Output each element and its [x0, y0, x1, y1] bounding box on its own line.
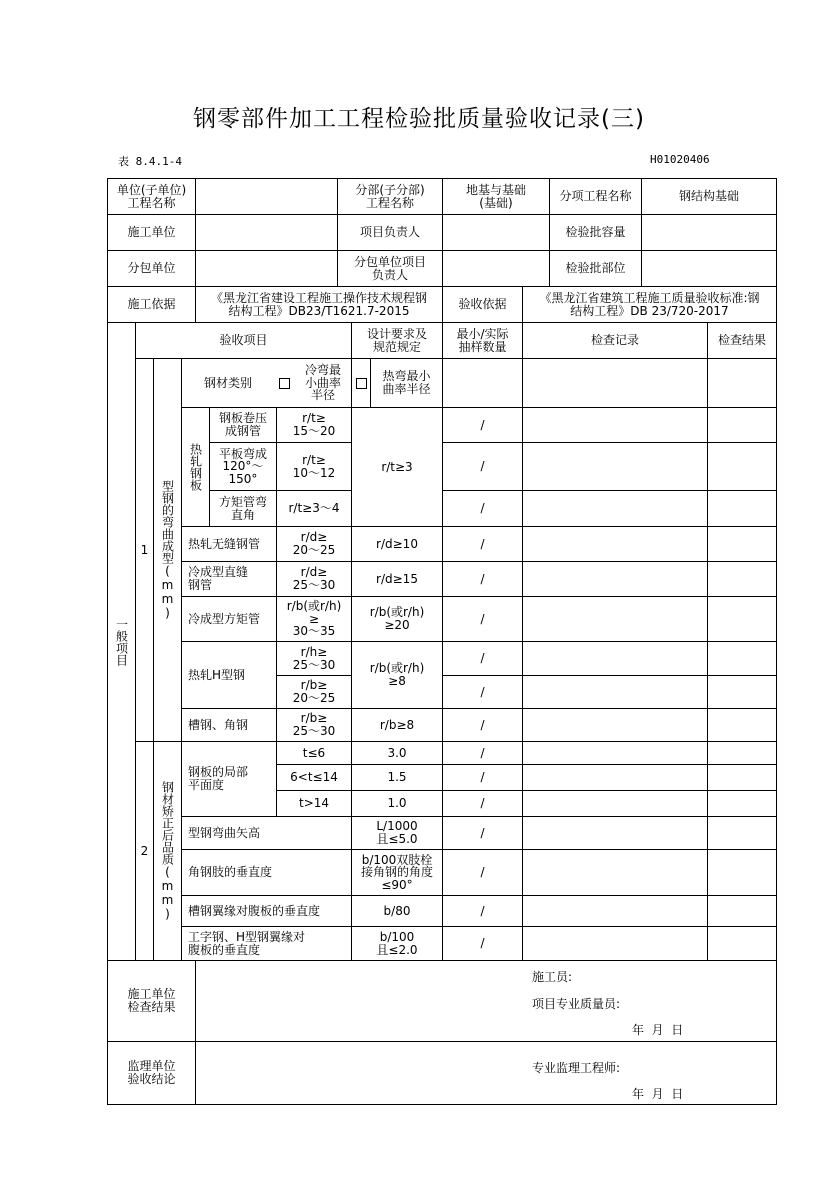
group1-number: 1 [140, 542, 149, 557]
g1-row-name: 槽钢、角钢 [188, 717, 249, 732]
g1-row-sample: / [480, 571, 485, 586]
g1-row-sample: / [480, 536, 485, 551]
unit-value-field[interactable] [196, 179, 337, 214]
g1-row-cold: r/b≥ 25～30 [292, 711, 336, 738]
g1-row-name: 热轧无缝钢管 [188, 536, 261, 551]
g2-row-design: b/80 [383, 903, 411, 918]
hot-radius-checkbox[interactable] [352, 359, 370, 407]
hot-radius-label: 热弯最小 曲率半径 [382, 369, 431, 396]
basis-value: 《黑龙江省建设工程施工操作技术规程钢 结构工程》DB23/T1621.7-2015 [210, 290, 427, 318]
flatness-label: 钢板的局部 平面度 [188, 765, 249, 792]
table-number: 表 8.4.1-4 [118, 155, 182, 168]
group2-number: 2 [140, 843, 149, 858]
capacity-label: 检验批容量 [565, 225, 626, 240]
g1-row-sample: / [480, 417, 485, 432]
hot-plate-label: 热轧钢板 [188, 443, 203, 491]
g1-row-sample: / [480, 501, 485, 516]
subitem-value: 钢结构基础 [678, 189, 739, 204]
flatness-design: 1.0 [387, 796, 407, 811]
contractor-date: 年 月 日 [632, 1023, 684, 1037]
flatness-sample: / [480, 796, 485, 811]
g1-row-cold: r/b≥ 20～25 [292, 678, 336, 705]
g1-row-cold: r/d≥ 25～30 [292, 565, 336, 592]
accept-basis-value: 《黑龙江省建筑工程施工质量验收标准:钢 结构工程》DB 23/720-2017 [539, 290, 760, 318]
g1-row-cold: r/b(或r/h) ≥ 30～35 [286, 599, 342, 639]
steel-type-label: 钢材类别 [203, 375, 252, 390]
g2-row-name: 工字钢、H型钢翼缘对 腹板的垂直度 [188, 929, 306, 957]
g1-row-hot: r/b(或r/h) ≥8 [369, 661, 425, 688]
sub-contractor-field[interactable] [196, 251, 337, 286]
g1-row-name: 平板弯成 120°～ 150° [218, 446, 267, 486]
part-label: 检验批部位 [565, 261, 626, 276]
pm-field[interactable] [443, 215, 549, 250]
flatness-design: 3.0 [387, 745, 407, 760]
basis-label: 施工依据 [127, 297, 176, 312]
supervisor-check-label: 监理单位 验收结论 [127, 1059, 176, 1086]
flatness-sample: / [480, 770, 485, 785]
g2-row-design: L/1000 且≤5.0 [376, 819, 418, 846]
general-items-label: 一般项目 [114, 617, 129, 666]
flatness-condition: t≤6 [302, 745, 326, 760]
g1-row-cold: r/t≥3～4 [288, 501, 340, 516]
engineer-signature-label: 专业监理工程师: [532, 1061, 621, 1075]
flatness-condition: 6<t≤14 [290, 770, 338, 785]
g1-row-hot: r/d≥15 [376, 571, 418, 586]
g1-row-name: 冷成型方矩管 [188, 611, 261, 626]
g1-row-sample: / [480, 651, 485, 666]
subitem-label: 分项工程名称 [559, 189, 632, 204]
flatness-sample: / [480, 745, 485, 760]
g2-row-sample: / [480, 865, 485, 880]
col-item: 验收项目 [219, 333, 268, 348]
page-title: 钢零部件加工工程检验批质量验收记录(三) [193, 106, 645, 132]
g2-row-design: b/100 且≤2.0 [376, 929, 418, 957]
g1-row-hot: r/t≥3 [381, 459, 413, 474]
g1-row-sample: / [480, 684, 485, 699]
division-value: 地基与基础 (基础) [465, 182, 526, 210]
contractor-label: 施工单位 [127, 225, 176, 240]
capacity-field[interactable] [642, 215, 776, 250]
part-field[interactable] [642, 251, 776, 286]
g1-row-name: 热轧H型钢 [188, 667, 246, 682]
accept-basis-label: 验收依据 [458, 297, 507, 312]
col-sample: 最小/实际 抽样数量 [456, 326, 509, 354]
g2-row-name: 型钢弯曲矢高 [188, 825, 261, 840]
division-label: 分部(子分部) 工程名称 [355, 182, 425, 210]
group2-label: 钢材矫正后品质(mm) [160, 781, 175, 921]
g1-row-name: 方矩管弯 直角 [218, 494, 267, 522]
g1-row-name: 钢板卷压 成钢管 [218, 411, 267, 438]
contractor-field[interactable] [196, 215, 337, 250]
pm-label: 项目负责人 [359, 225, 420, 240]
g2-row-name: 槽钢翼缘对腹板的垂直度 [188, 903, 321, 918]
g2-row-sample: / [480, 936, 485, 951]
g1-row-cold: r/d≥ 20～25 [292, 530, 336, 557]
g1-row-name: 冷成型直缝 钢管 [188, 565, 249, 592]
g2-row-sample: / [480, 825, 485, 840]
sub-contractor-label: 分包单位 [127, 261, 176, 276]
col-design: 设计要求及 规范规定 [366, 326, 427, 354]
cold-radius-checkbox[interactable] [276, 359, 292, 407]
g1-row-hot: r/b(或r/h) ≥20 [369, 605, 425, 632]
flatness-design: 1.5 [387, 770, 407, 785]
supervisor-date: 年 月 日 [632, 1087, 684, 1101]
document-code: H01020406 [650, 153, 710, 166]
g2-row-sample: / [480, 903, 485, 918]
sub-pm-label: 分包单位项目 负责人 [353, 254, 426, 282]
g1-row-sample: / [480, 459, 485, 474]
sub-pm-field[interactable] [443, 251, 549, 286]
g1-row-cold: r/t≥ 10～12 [292, 452, 336, 480]
g2-row-design: b/100双肢栓 接角钢的角度 ≤90° [360, 852, 433, 892]
g1-row-hot: r/d≥10 [376, 536, 418, 551]
group1-label: 型钢的弯曲成型(mm) [160, 480, 175, 620]
col-record: 检查记录 [590, 333, 639, 348]
g1-row-cold: r/t≥ 15～20 [292, 411, 336, 438]
unit-label: 单位(子单位) 工程名称 [116, 182, 187, 210]
g1-row-cold: r/h≥ 25～30 [292, 644, 336, 672]
contractor-check-label: 施工单位 检查结果 [127, 987, 176, 1014]
worker-signature-label: 施工员: [532, 970, 573, 984]
flatness-condition: t>14 [298, 796, 330, 811]
qc-signature-label: 项目专业质量员: [532, 997, 621, 1011]
g1-row-sample: / [480, 611, 485, 626]
cold-radius-label: 冷弯最 小曲率 半径 [304, 363, 341, 403]
g2-row-name: 角钢肢的垂直度 [188, 865, 273, 880]
g1-row-hot: r/b≥8 [379, 717, 415, 732]
g1-row-sample: / [480, 717, 485, 732]
col-result: 检查结果 [717, 333, 766, 348]
